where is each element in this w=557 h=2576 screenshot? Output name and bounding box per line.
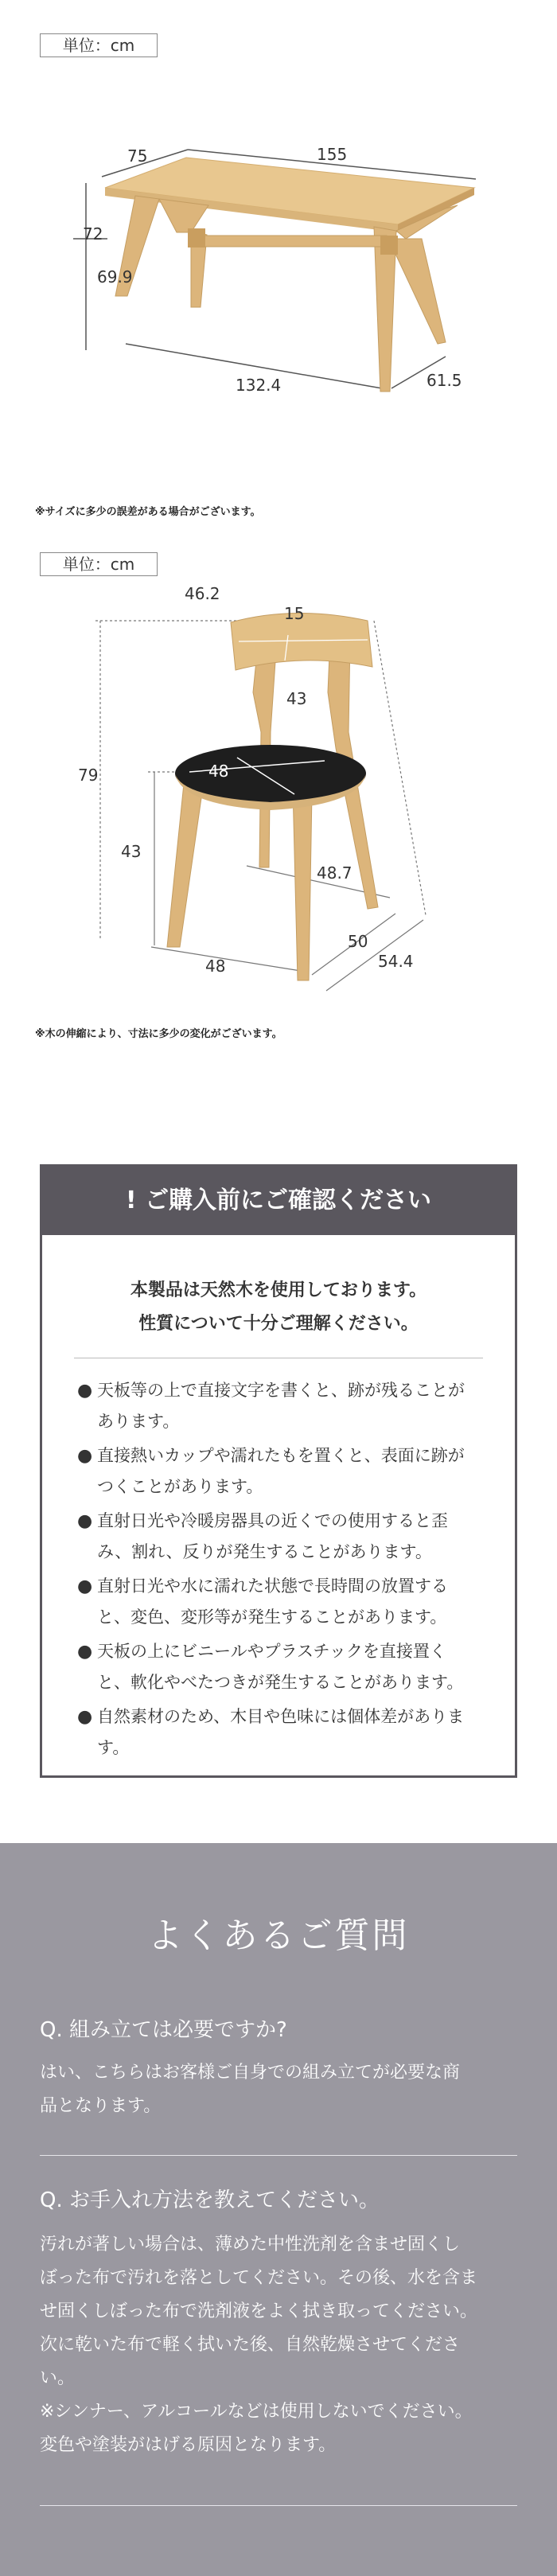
chair-unit-label: 単位：cm — [40, 552, 158, 576]
table-leg-span-dim: 132.4 — [236, 376, 282, 395]
faq-section — [0, 1843, 557, 2576]
chair-inner-width-dim: 48.7 — [317, 863, 353, 883]
chair-leg-depth-dim: 50 — [348, 932, 368, 951]
table-depth-dim: 75 — [127, 146, 148, 166]
faq-title: よくあるご質問 — [147, 1915, 410, 1956]
chair-seat-width-dim: 48 — [208, 762, 229, 781]
chair-illustration — [0, 573, 557, 1019]
table-illustration — [0, 0, 557, 414]
bullet-icon: ● — [77, 1381, 93, 1401]
table-leg-depth-dim: 61.5 — [427, 371, 462, 390]
faq-answer: はい、こちらはお客様ご自身での組み立てが必要な商 品となります。 — [40, 2063, 461, 2116]
table-height-dim: 72 — [83, 224, 103, 244]
bullet-icon: ● — [77, 1576, 93, 1596]
notice-lead-2: 性質について十分ご理解ください。 — [138, 1314, 419, 1334]
table-size-note: ※サイズに多少の誤差がある場合がございます。 — [35, 506, 261, 518]
chair-leg-width-dim: 48 — [205, 957, 226, 976]
notice-title: ご購入前にご確認ください — [145, 1187, 432, 1214]
chair-seat-height-dim: 43 — [121, 842, 142, 861]
faq-answer: 汚れが著しい場合は、薄めた中性洗剤を含ませ固くし ぼった布で汚れを落としてください。その後、水を含ま せ固くしぼった布で洗剤液をよく拭き取ってください。 次に乾いた布で軽く拭いた後、自然乾燥させてくださ い。 ※シンナー、アルコールなどは使用しないでください。 変色や塗装がはげる原因となります。 — [40, 2235, 478, 2455]
bullet-icon: ● — [77, 1642, 93, 1662]
notice-item: ● 天板等の上で直接文字を書くと、跡が残ることが あります。 — [77, 1375, 491, 1437]
table-width-dim: 155 — [317, 145, 348, 164]
chair-size-note: ※木の伸縮により、寸法に多少の変化がございます。 — [35, 1028, 282, 1040]
notice-item: ● 直接熱いカップや濡れたもを置くと、表面に跡が つくことがあります。 — [77, 1440, 491, 1502]
chair-height-dim: 79 — [78, 766, 99, 785]
chair-seat-depth-dim: 43 — [286, 689, 307, 708]
faq-question: Q. お手入れ方法を教えてください。 — [40, 2188, 380, 2212]
chair-back-width-dim: 46.2 — [185, 584, 220, 603]
notice-header — [42, 1167, 515, 1235]
faq-question: Q. 組み立ては必要ですか? — [40, 2018, 287, 2042]
notice-item: ● 直射日光や冷暖房器具の近くでの使用すると歪 み、割れ、反りが発生することがあります。 — [77, 1506, 491, 1568]
chair-back-height-dim: 15 — [284, 604, 305, 623]
bullet-icon: ● — [77, 1707, 93, 1727]
notice-item: ● 自然素材のため、木目や色味には個体差がありま す。 — [77, 1701, 491, 1763]
bullet-icon: ● — [77, 1446, 93, 1466]
notice-item: ● 直射日光や水に濡れた状態で長時間の放置する と、変色、変形等が発生することがあります。 — [77, 1571, 491, 1633]
faq-divider — [40, 2155, 517, 2156]
table-unit-label: 単位：cm — [40, 33, 158, 57]
table-inner-height-dim: 69.9 — [97, 267, 133, 286]
bullet-icon: ● — [77, 1511, 93, 1531]
chair-total-depth-dim: 54.4 — [378, 952, 414, 971]
exclamation-icon: ! — [125, 1187, 137, 1214]
notice-box — [40, 1164, 517, 1778]
notice-item: ● 天板の上にビニールやプラスチックを直接置く と、軟化やべたつきが発生することがあります。 — [77, 1636, 491, 1698]
faq-divider — [40, 2505, 517, 2506]
notice-lead-1: 本製品は天然木を使用しております。 — [130, 1280, 427, 1300]
